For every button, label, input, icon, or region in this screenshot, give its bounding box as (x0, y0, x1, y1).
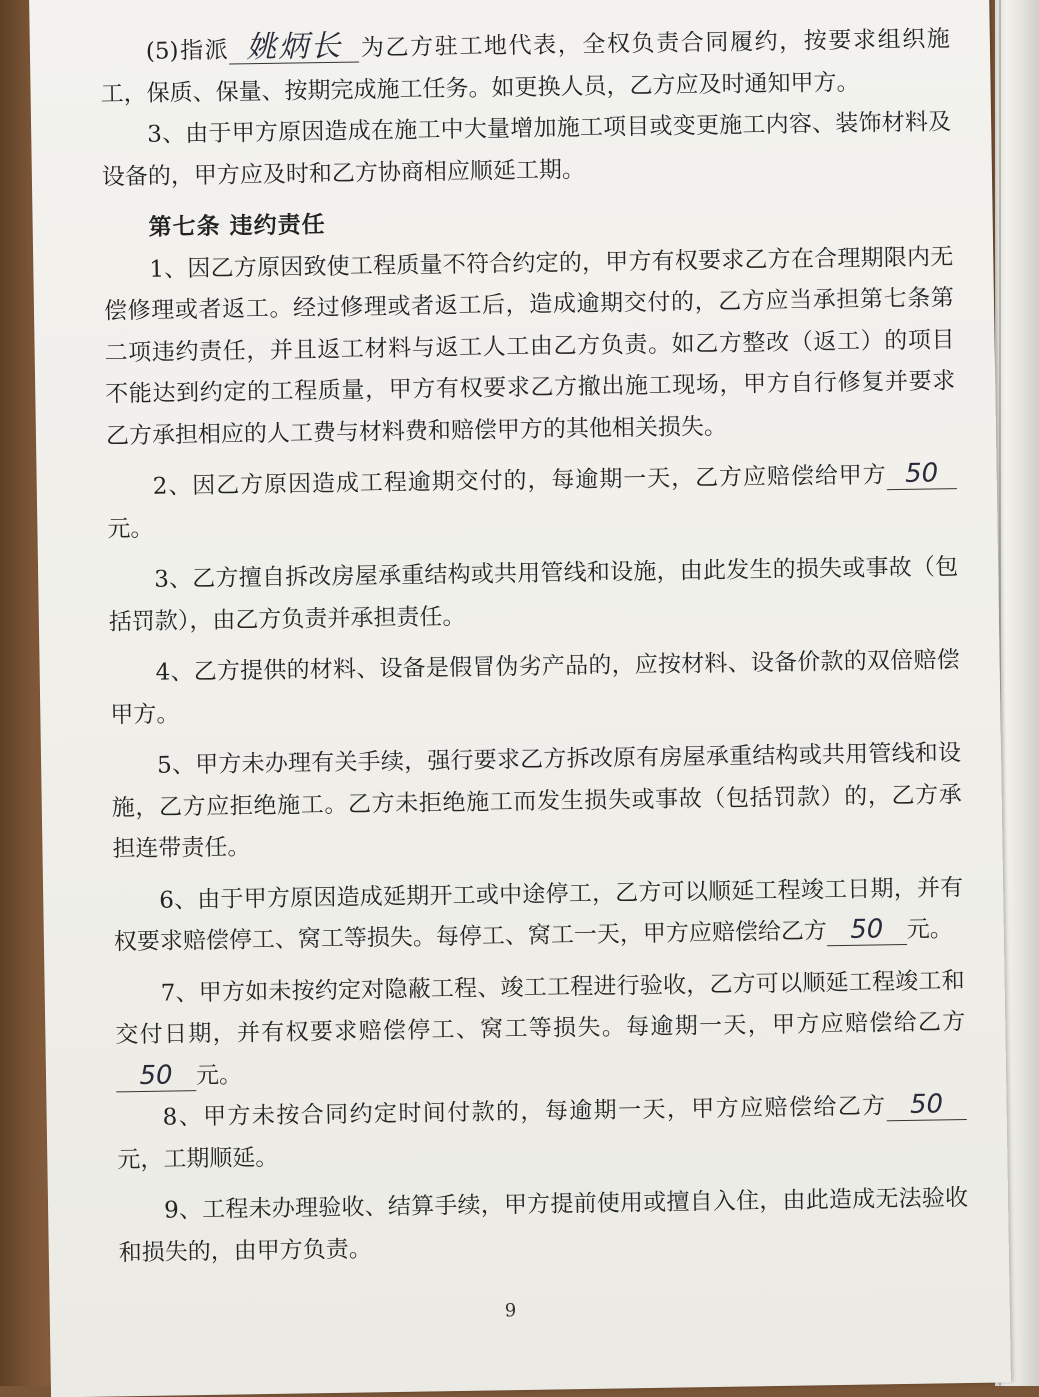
handwritten-amount-clause-8: 50 (886, 1089, 966, 1121)
paragraph-clause-7-2: 2、因乙方原因造成工程逾期交付的，每逾期一天，乙方应赔偿给甲方 50元。 (106, 454, 957, 550)
handwritten-amount-clause-6: 50 (827, 914, 907, 946)
handwritten-amount-clause-2: 50 (886, 458, 956, 490)
handwritten-amount-clause-7: 50 (116, 1060, 196, 1092)
page-number: 9 (504, 1300, 517, 1322)
paragraph-clause-7-5: 5、甲方未办理有关手续，强行要求乙方拆改原有房屋承重结构或共用管线和设施，乙方应拒绝施工。乙方未拒绝施工而发生损失或事故（包括罚款）的，乙方承担连带责任。 (111, 740, 962, 863)
paragraph-clause-7-8: 8、甲方未按合同约定时间付款的，每逾期一天，甲方应赔偿给乙方 50元，工期顺延。 (116, 1085, 967, 1181)
handwritten-representative-name: 姚炳长 (229, 31, 359, 64)
section-heading-article-7: 第七条 违约责任 (148, 211, 326, 241)
paragraph-clause-7-3: 3、乙方擅自拆改房屋承重结构或共用管线和设施，由此发生的损失或事故（包括罚款），由乙方负责并承担责任。 (108, 554, 959, 635)
paragraph-site-representative: (5)指派 姚炳长 为乙方驻工地代表，全权负责合同履约，按要求组织施工，保质、保量、按期完成施工任务。如更换人员，乙方应及时通知甲方。 (100, 26, 951, 108)
paragraph-clause-6-3: 3、由于甲方原因造成在施工中大量增加施工项目或变更施工内容、装饰材料及设备的，甲方应及时和乙方协商相应顺延工期。 (101, 109, 952, 191)
paragraph-clause-7-4: 4、乙方提供的材料、设备是假冒伪劣产品的，应按材料、设备价款的双倍赔偿甲方。 (110, 647, 960, 728)
document-page (29, 0, 1011, 1397)
paragraph-clause-7-6: 6、由于甲方原因造成延期开工或中途停工，乙方可以顺延工程竣工日期，并有权要求赔偿停工、窝工等损失。每停工、窝工一天，甲方应赔偿给乙方 50 元。 (113, 874, 964, 956)
paragraph-clause-7-9: 9、工程未办理验收、结算手续，甲方提前使用或擅自入住，由此造成无法验收和损失的，由甲方负责。 (118, 1185, 969, 1266)
paragraph-clause-7-7: 7、甲方如未按约定对隐蔽工程、竣工工程进行验收，乙方可以顺延工程竣工和交付日期，并有权要求赔偿停工、窝工等损失。每逾期一天，甲方应赔偿给乙方50 元。 (115, 967, 966, 1091)
contract-text (100, 19, 969, 1274)
paragraph-clause-7-1: 1、因乙方原因致使工程质量不符合约定的，甲方有权要求乙方在合理期限内无偿修理或者返工。经过修理或者返工后，造成逾期交付的，乙方应当承担第七条第二项违约责任，并且返工材料与返工人工由乙方负责。如乙方整改（返工）的项目不能达到约定的工程质量，甲方有权要求乙方撤出施工现场，甲方自行修复并要求乙方承担相应的人工费与材料费和赔偿甲方的其他相关损失。 (103, 243, 956, 449)
